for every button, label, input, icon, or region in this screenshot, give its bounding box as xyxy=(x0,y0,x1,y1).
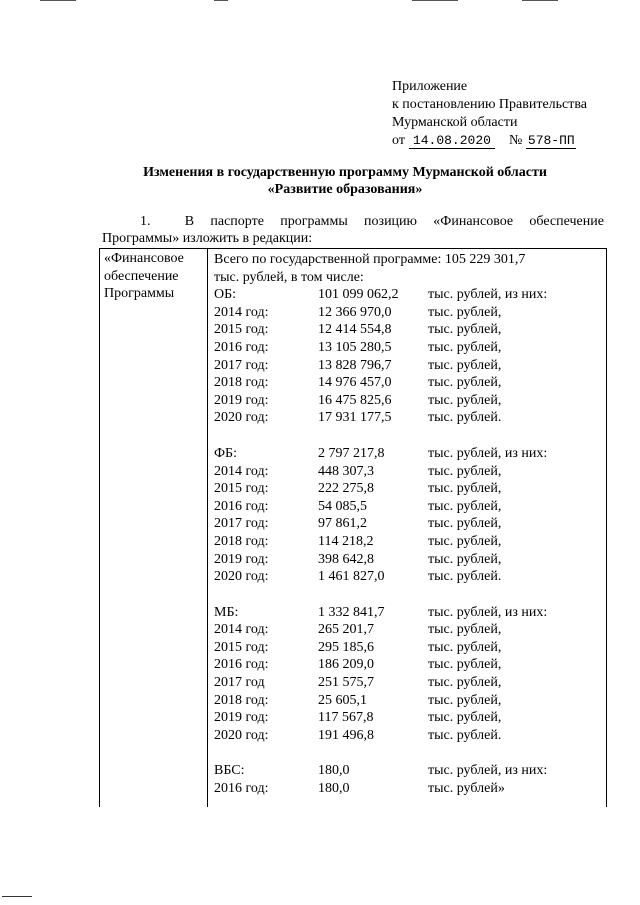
table-row xyxy=(214,727,606,745)
paragraph-word: обеспечение xyxy=(529,214,604,229)
table-row xyxy=(214,374,606,392)
table-row xyxy=(214,709,606,727)
row-label: 2015 год: xyxy=(214,481,269,497)
table-left-cell xyxy=(100,249,208,807)
row-unit: тыс. рублей, xyxy=(428,657,502,673)
table-row xyxy=(214,692,606,710)
row-unit: тыс. рублей, xyxy=(428,516,502,532)
paragraph-word: программы xyxy=(280,214,348,229)
row-label: 2020 год: xyxy=(214,569,269,585)
row-amount: 191 496,8 xyxy=(318,727,374,743)
table-row xyxy=(214,604,606,622)
decree-date: 14.08.2020 xyxy=(409,133,495,149)
appendix-line-2: к постановлению Правительства xyxy=(392,97,588,112)
row-unit: тыс. рублей» xyxy=(428,781,505,797)
row-unit: тыс. рублей, xyxy=(428,375,502,391)
row-amount: 14 976 457,0 xyxy=(318,375,392,391)
row-unit: тыс. рублей, xyxy=(428,710,502,726)
group-spacer xyxy=(214,586,606,604)
row-unit: тыс. рублей, xyxy=(428,357,502,373)
table-row xyxy=(214,409,606,427)
row-label: 2018 год: xyxy=(214,533,269,549)
row-label: 2014 год: xyxy=(214,463,269,479)
paragraph-word: «Финансовое xyxy=(433,214,514,229)
row-unit: тыс. рублей, xyxy=(428,392,502,408)
document-title xyxy=(100,164,590,198)
row-amount: 16 475 825,6 xyxy=(318,392,392,408)
scan-mark-1 xyxy=(40,0,76,1)
row-label: 2020 год: xyxy=(214,727,269,743)
table-row xyxy=(214,656,606,674)
row-unit: тыс. рублей. xyxy=(428,410,502,426)
table-row xyxy=(214,568,606,586)
row-unit: тыс. рублей, xyxy=(428,498,502,514)
paragraph-line-2: Программы» изложить в редакции: xyxy=(102,231,313,246)
row-label: 2015 год: xyxy=(214,322,269,338)
row-unit: тыс. рублей, xyxy=(428,463,502,479)
appendix-line-1: Приложение xyxy=(392,79,468,94)
row-label: 2016 год: xyxy=(214,339,269,355)
left-label-line: обеспечение xyxy=(104,268,179,284)
table-row xyxy=(214,498,606,516)
row-amount: 398 642,8 xyxy=(318,551,374,567)
row-amount: 17 931 177,5 xyxy=(318,410,392,426)
row-amount: 2 797 217,8 xyxy=(318,445,385,461)
row-unit: тыс. рублей, xyxy=(428,551,502,567)
scan-mark-3 xyxy=(412,0,458,1)
paragraph-1 xyxy=(102,213,604,247)
row-amount: 12 366 970,0 xyxy=(318,304,392,320)
row-label: 2019 год: xyxy=(214,392,269,408)
row-unit: тыс. рублей, xyxy=(428,533,502,549)
appendix-dateline xyxy=(392,132,587,150)
row-amount: 97 861,2 xyxy=(318,516,367,532)
row-label: 2018 год: xyxy=(214,375,269,391)
row-unit: тыс. рублей, xyxy=(428,692,502,708)
row-label: 2017 год: xyxy=(214,516,269,532)
row-label: 2018 год: xyxy=(214,692,269,708)
paragraph-word: паспорте xyxy=(210,214,264,229)
row-amount: 101 099 062,2 xyxy=(318,287,399,303)
table-right-cell xyxy=(208,249,606,807)
row-amount: 54 085,5 xyxy=(318,498,367,514)
group-spacer xyxy=(214,744,606,762)
row-amount: 12 414 554,8 xyxy=(318,322,392,338)
left-label-line: Программы xyxy=(104,286,175,302)
table-row xyxy=(214,621,606,639)
paragraph-word: позицию xyxy=(364,214,418,229)
scan-mark-4 xyxy=(522,0,558,1)
row-unit: тыс. рублей, из них: xyxy=(428,763,548,779)
row-amount: 180,0 xyxy=(318,763,350,779)
table-row xyxy=(214,639,606,657)
group-spacer xyxy=(214,427,606,445)
date-prefix: от xyxy=(392,133,405,148)
paragraph-number: 1. xyxy=(140,214,151,229)
row-unit: тыс. рублей, xyxy=(428,622,502,638)
financing-table xyxy=(99,248,607,807)
row-amount: 114 218,2 xyxy=(318,533,374,549)
table-row xyxy=(214,551,606,569)
row-label: ФБ: xyxy=(214,445,237,461)
row-unit: тыс. рублей, xyxy=(428,322,502,338)
row-unit: тыс. рублей. xyxy=(428,727,502,743)
row-amount: 13 105 280,5 xyxy=(318,339,392,355)
table-row xyxy=(214,480,606,498)
table-row xyxy=(214,445,606,463)
row-amount: 222 275,8 xyxy=(318,481,374,497)
row-unit: тыс. рублей, xyxy=(428,339,502,355)
row-amount: 186 209,0 xyxy=(318,657,374,673)
row-unit: тыс. рублей, xyxy=(428,481,502,497)
table-row xyxy=(214,463,606,481)
row-label: 2016 год: xyxy=(214,657,269,673)
row-amount: 1 332 841,7 xyxy=(318,604,385,620)
decree-number: 578-ПП xyxy=(527,133,575,148)
row-label: 2016 год: xyxy=(214,781,269,797)
row-amount: 448 307,3 xyxy=(318,463,374,479)
table-row xyxy=(214,674,606,692)
left-label-line: «Финансовое xyxy=(104,251,184,266)
table-row xyxy=(214,339,606,357)
row-amount: 117 567,8 xyxy=(318,710,374,726)
row-unit: тыс. рублей, xyxy=(428,639,502,655)
row-amount: 180,0 xyxy=(318,781,350,797)
scan-mark-2 xyxy=(214,0,228,1)
row-label: 2019 год: xyxy=(214,551,269,567)
row-label: 2016 год: xyxy=(214,498,269,514)
row-label: 2017 год xyxy=(214,675,265,691)
number-label: № xyxy=(508,133,523,148)
title-line-2: «Развитие образования» xyxy=(267,182,423,197)
row-unit: тыс. рублей, xyxy=(428,304,502,320)
row-label: 2019 год: xyxy=(214,710,269,726)
appendix-block xyxy=(392,78,587,150)
row-unit: тыс. рублей, из них: xyxy=(428,287,548,303)
paragraph-line-1 xyxy=(102,213,604,230)
row-unit: тыс. рублей, из них: xyxy=(428,604,548,620)
row-amount: 251 575,7 xyxy=(318,675,374,691)
table-row xyxy=(214,515,606,533)
row-unit: тыс. рублей. xyxy=(428,569,502,585)
funding-groups xyxy=(214,286,606,797)
row-amount: 265 201,7 xyxy=(318,622,374,638)
appendix-line-3: Мурманской области xyxy=(392,115,518,130)
total-line-1: Всего по государственной программе: 105 229 301,7 xyxy=(214,252,526,267)
row-unit: тыс. рублей, из них: xyxy=(428,445,548,461)
table-row xyxy=(214,286,606,304)
row-label: ВБС: xyxy=(214,763,245,779)
table-row xyxy=(214,392,606,410)
table-row xyxy=(214,780,606,798)
row-label: 2020 год: xyxy=(214,410,269,426)
row-amount: 13 828 796,7 xyxy=(318,357,392,373)
row-label: 2014 год: xyxy=(214,622,269,638)
paragraph-word: В xyxy=(184,214,195,229)
row-unit: тыс. рублей, xyxy=(428,675,502,691)
total-line-2: тыс. рублей, в том числе: xyxy=(214,269,364,285)
table-row xyxy=(214,762,606,780)
row-label: 2014 год: xyxy=(214,304,269,320)
title-line-1: Изменения в государственную программу Мурманской области xyxy=(143,165,547,180)
row-label: 2017 год: xyxy=(214,357,269,373)
row-amount: 1 461 827,0 xyxy=(318,569,385,585)
table-row xyxy=(214,304,606,322)
table-row xyxy=(214,321,606,339)
scan-mark-bottom xyxy=(2,896,32,897)
row-label: МБ: xyxy=(214,604,239,620)
row-amount: 295 185,6 xyxy=(318,639,374,655)
row-label: ОБ: xyxy=(214,287,237,303)
table-row xyxy=(214,357,606,375)
row-amount: 25 605,1 xyxy=(318,692,367,708)
row-label: 2015 год: xyxy=(214,639,269,655)
table-row xyxy=(214,533,606,551)
